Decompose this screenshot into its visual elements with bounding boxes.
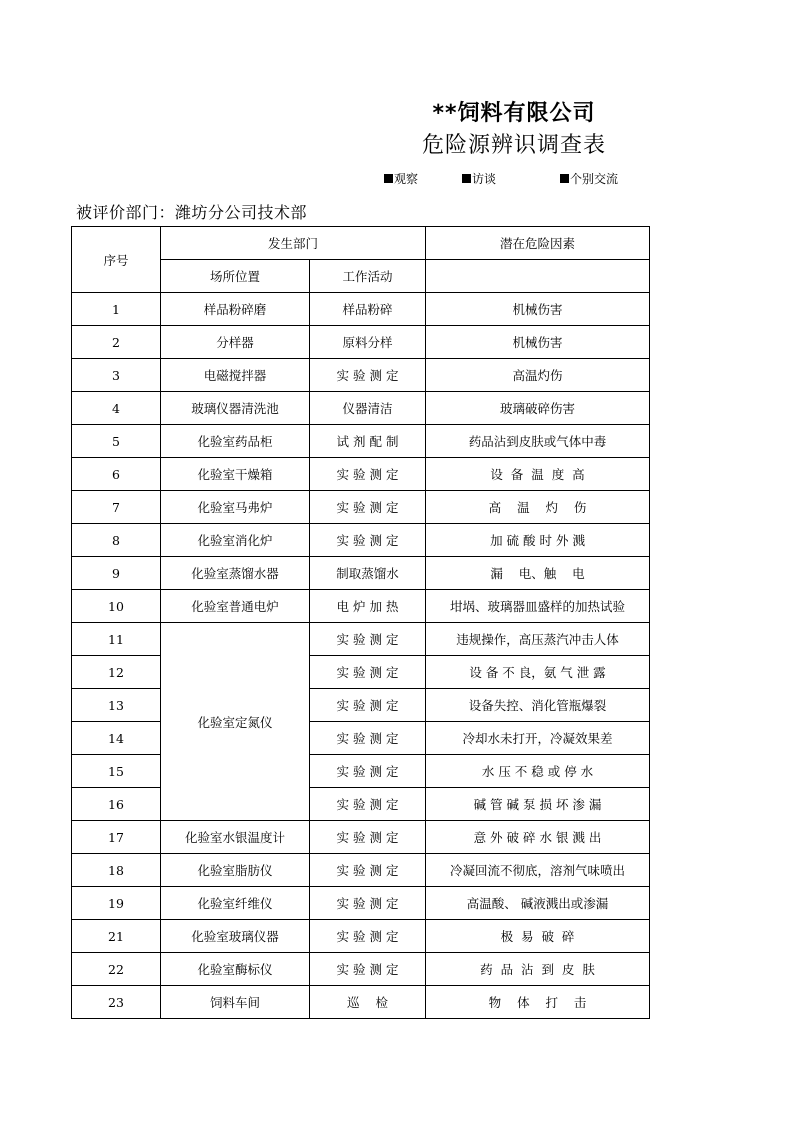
table-row: [72, 425, 650, 458]
table-row: [72, 326, 650, 359]
cell-activity: 实 验 测 定: [310, 689, 426, 722]
cell-hazard: 高 温 灼 伤: [426, 491, 650, 524]
table-row: [72, 887, 650, 920]
cell-activity: 实 验 测 定: [310, 359, 426, 392]
cell-location: 样品粉碎磨: [161, 293, 310, 326]
table-row: [72, 821, 650, 854]
cell-activity: 实 验 测 定: [310, 821, 426, 854]
cell-activity: 实 验 测 定: [310, 953, 426, 986]
cell-hazard: 物 体 打 击: [426, 986, 650, 1019]
cell-hazard: 药 品 沾 到 皮 肤: [426, 953, 650, 986]
hazard-table: [71, 226, 650, 1019]
cell-location: 化验室纤维仪: [161, 887, 310, 920]
cell-hazard: 玻璃破碎伤害: [426, 392, 650, 425]
cell-activity: 仪器清洁: [310, 392, 426, 425]
cell-no: 3: [72, 359, 161, 392]
table-row: [72, 359, 650, 392]
cell-no: 18: [72, 854, 161, 887]
cell-location: 化验室酶标仪: [161, 953, 310, 986]
cell-hazard: 水 压 不 稳 或 停 水: [426, 755, 650, 788]
method-interview[interactable]: [462, 170, 496, 187]
cell-location: 化验室普通电炉: [161, 590, 310, 623]
cell-location: 化验室药品柜: [161, 425, 310, 458]
table-row: [72, 656, 650, 689]
cell-location: 饲料车间: [161, 986, 310, 1019]
cell-activity: 电 炉 加 热: [310, 590, 426, 623]
table-row: [72, 986, 650, 1019]
cell-location: 化验室定氮仪: [161, 623, 310, 821]
cell-activity: 实 验 测 定: [310, 755, 426, 788]
table-row: [72, 458, 650, 491]
cell-activity: 实 验 测 定: [310, 656, 426, 689]
cell-hazard: 碱 管 碱 泵 损 坏 渗 漏: [426, 788, 650, 821]
table-row: [72, 689, 650, 722]
cell-activity: 实 验 测 定: [310, 887, 426, 920]
table-row: [72, 788, 650, 821]
cell-activity: 巡 检: [310, 986, 426, 1019]
cell-no: 5: [72, 425, 161, 458]
cell-activity: 制取蒸馏水: [310, 557, 426, 590]
cell-hazard: 意 外 破 碎 水 银 溅 出: [426, 821, 650, 854]
cell-activity: 实 验 测 定: [310, 491, 426, 524]
cell-activity: 实 验 测 定: [310, 854, 426, 887]
form-title: 危险源辨识调查表: [421, 133, 606, 158]
table-row: [72, 293, 650, 326]
cell-hazard: 药品沾到皮肤或气体中毒: [426, 425, 650, 458]
cell-activity: 试 剂 配 制: [310, 425, 426, 458]
cell-no: 2: [72, 326, 161, 359]
cell-no: 11: [72, 623, 161, 656]
cell-hazard: 设 备 不 良，氨 气 泄 露: [426, 656, 650, 689]
cell-hazard: 极 易 破 碎: [426, 920, 650, 953]
cell-activity: 实 验 测 定: [310, 920, 426, 953]
cell-no: 4: [72, 392, 161, 425]
cell-location: 分样器: [161, 326, 310, 359]
cell-no: 1: [72, 293, 161, 326]
cell-no: 16: [72, 788, 161, 821]
table-row: [72, 920, 650, 953]
cell-no: 14: [72, 722, 161, 755]
cell-location: 电磁搅拌器: [161, 359, 310, 392]
cell-no: 15: [72, 755, 161, 788]
cell-hazard: 坩埚、玻璃器皿盛样的加热试验: [426, 590, 650, 623]
cell-no: 17: [72, 821, 161, 854]
cell-location: 化验室马弗炉: [161, 491, 310, 524]
survey-methods: [0, 170, 793, 186]
table-row: [72, 524, 650, 557]
table-row: [72, 854, 650, 887]
table-row: [72, 623, 650, 656]
cell-hazard: 冷却水未打开，冷凝效果差: [426, 722, 650, 755]
cell-no: 21: [72, 920, 161, 953]
header-location: 场所位置: [161, 260, 310, 293]
header-seq: 序号: [72, 227, 161, 293]
cell-activity: 实 验 测 定: [310, 722, 426, 755]
header-hazard: 潜在危险因素: [426, 227, 650, 260]
cell-no: 12: [72, 656, 161, 689]
table-row: [72, 557, 650, 590]
header-row-1: [72, 227, 650, 260]
cell-hazard: 冷凝回流不彻底，溶剂气味喷出: [426, 854, 650, 887]
cell-hazard: 机械伤害: [426, 326, 650, 359]
method-individual-exchange[interactable]: [560, 170, 618, 187]
table-row: [72, 491, 650, 524]
table-row: [72, 755, 650, 788]
cell-no: 7: [72, 491, 161, 524]
cell-no: 23: [72, 986, 161, 1019]
company-title: **饲料有限公司: [432, 101, 596, 126]
cell-no: 9: [72, 557, 161, 590]
cell-activity: 实 验 测 定: [310, 458, 426, 491]
cell-location: 化验室蒸馏水器: [161, 557, 310, 590]
method-label: 访谈: [472, 172, 497, 186]
checked-square-icon: [560, 174, 569, 183]
cell-hazard: 加 硫 酸 时 外 溅: [426, 524, 650, 557]
table-row: [72, 953, 650, 986]
cell-activity: 实 验 测 定: [310, 788, 426, 821]
evaluated-department: 被评价部门：潍坊分公司技术部: [76, 203, 308, 222]
cell-activity: 样品粉碎: [310, 293, 426, 326]
cell-hazard: 机械伤害: [426, 293, 650, 326]
method-label: 个别交流: [570, 172, 619, 186]
cell-no: 8: [72, 524, 161, 557]
cell-location: 化验室玻璃仪器: [161, 920, 310, 953]
cell-location: 化验室干燥箱: [161, 458, 310, 491]
header-occurrence-dept: 发生部门: [161, 227, 426, 260]
cell-location: 玻璃仪器清洗池: [161, 392, 310, 425]
header-hazard-blank: [426, 260, 650, 293]
cell-no: 13: [72, 689, 161, 722]
cell-hazard: 设 备 温 度 高: [426, 458, 650, 491]
cell-hazard: 漏 电、触 电: [426, 557, 650, 590]
table-row: [72, 722, 650, 755]
method-label: 观察: [394, 172, 419, 186]
cell-no: 19: [72, 887, 161, 920]
cell-location: 化验室消化炉: [161, 524, 310, 557]
cell-activity: 原料分样: [310, 326, 426, 359]
cell-hazard: 高温酸、 碱液溅出或渗漏: [426, 887, 650, 920]
cell-activity: 实 验 测 定: [310, 623, 426, 656]
checked-square-icon: [462, 174, 471, 183]
cell-hazard: 设备失控、消化管瓶爆裂: [426, 689, 650, 722]
method-observe[interactable]: [384, 170, 418, 187]
cell-location: 化验室脂肪仪: [161, 854, 310, 887]
table-row: [72, 590, 650, 623]
cell-no: 10: [72, 590, 161, 623]
cell-location: 化验室水银温度计: [161, 821, 310, 854]
cell-activity: 实 验 测 定: [310, 524, 426, 557]
table-row: [72, 392, 650, 425]
header-activity: 工作活动: [310, 260, 426, 293]
cell-no: 6: [72, 458, 161, 491]
cell-no: 22: [72, 953, 161, 986]
cell-hazard: 违规操作，高压蒸汽冲击人体: [426, 623, 650, 656]
checked-square-icon: [384, 174, 393, 183]
cell-hazard: 高温灼伤: [426, 359, 650, 392]
